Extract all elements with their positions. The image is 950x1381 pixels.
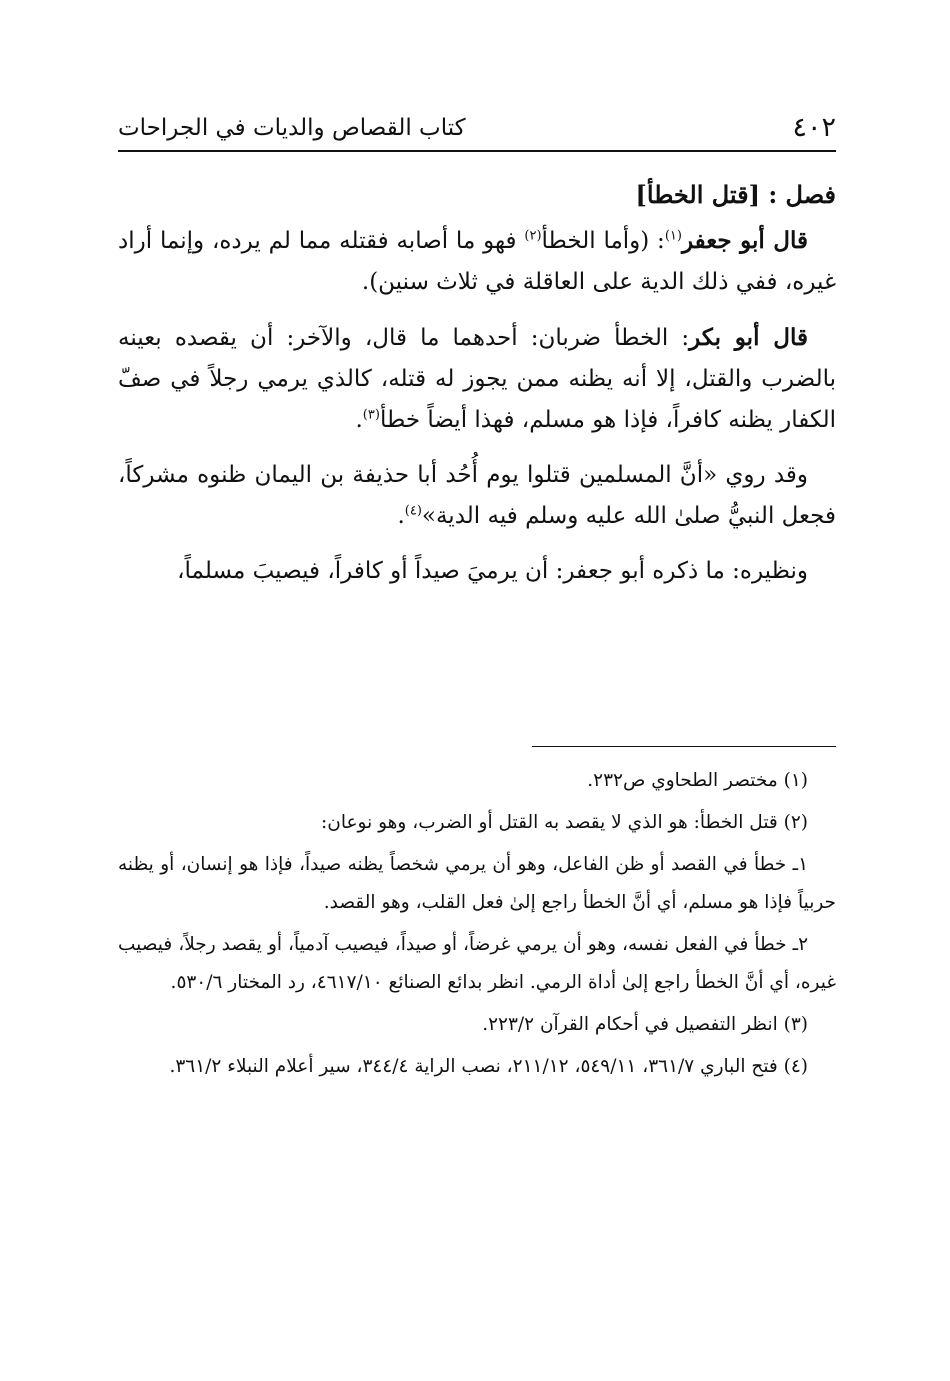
footnote-1: (١) مختصر الطحاوي ص٢٣٢.	[587, 770, 808, 791]
footnote-ref-3[interactable]: (٣)	[362, 407, 380, 423]
paragraph-3	[118, 455, 836, 537]
running-title: كتاب القصاص والديات في الجراحات	[118, 115, 466, 141]
paragraph-4	[118, 551, 836, 592]
footnotes	[118, 762, 836, 1090]
paragraph-1-text-a: : (وأما الخطأ	[541, 228, 665, 254]
paragraph-2	[118, 317, 836, 441]
paragraph-1-text-b: فهو ما أصابه فقتله مما لم يرده، وإنما أراد غيره، ففي ذلك الدية على العاقلة في ثلاث سنين).	[118, 228, 836, 295]
paragraph-3-end: .	[397, 503, 405, 529]
page-number: ٤٠٢	[792, 112, 836, 143]
paragraph-1	[118, 220, 836, 303]
footnote-separator	[532, 746, 836, 747]
footnote-3: (٣) انظر التفصيل في أحكام القرآن ٢٢٣/٢.	[482, 1014, 808, 1035]
footnote-ref-1[interactable]: (١)	[664, 228, 682, 244]
section-heading: فصل : [قتل الخطأ]	[635, 180, 836, 209]
footnote-ref-2[interactable]: (٢)	[524, 228, 542, 244]
paragraph-2-end: .	[355, 407, 363, 433]
footnote-ref-4[interactable]: (٤)	[404, 503, 422, 519]
paragraph-4-text: ونظيره: ما ذكره أبو جعفر: أن يرميَ صيداً أو كافراً، فيصيبَ مسلماً،	[177, 558, 808, 584]
page-header	[118, 108, 836, 152]
paragraph-3-text: وقد روي «أنَّ المسلمين قتلوا يوم أُحُد أبا حذيفة بن اليمان ظنوه مشركاً، فجعل النبيُّ صلىٰ الله عليه وسلم فيه الدية»	[118, 462, 836, 529]
main-text	[118, 170, 836, 606]
paragraph-1-lead: قال أبو جعفر	[681, 227, 808, 254]
footnote-2-item-2: ٢ـ خطأ في الفعل نفسه، وهو أن يرمي غرضاً، أو صيداً، فيصيب آدمياً، أو يقصد رجلاً، فيصيب غيره، أي أنَّ الخطأ راجع إلىٰ أداة الرمي. انظر بدائع الصنائع ٤٦١٧/١٠، رد المختار ٥٣٠/٦.	[118, 934, 836, 993]
paragraph-2-text: : الخطأ ضربان: أحدهما ما قال، والآخر: أن يقصده بعينه بالضرب والقتل، إلا أنه يظنه ممن يجوز له قتله، كالذي يرمي رجلاً في صفّ الكفار يظنه كافراً، فإذا هو مسلم، فهذا أيضاً خطأ	[118, 325, 836, 433]
footnote-4: (٤) فتح الباري ٣٦١/٧، ٥٤٩/١١، ٢١١/١٢، نصب الراية ٣٤٤/٤، سير أعلام النبلاء ٣٦١/٢.	[169, 1056, 808, 1077]
paragraph-2-lead: قال أبو بكر	[689, 324, 808, 351]
footnote-2-item-1: ١ـ خطأ في القصد أو ظن الفاعل، وهو أن يرمي شخصاً يظنه صيداً، فإذا هو إنسان، أو يظنه حربياً فإذا هو مسلم، أي أنَّ الخطأ راجع إلىٰ فعل القلب، وهو القصد.	[118, 854, 836, 913]
footnote-2: (٢) قتل الخطأ: هو الذي لا يقصد به القتل أو الضرب، وهو نوعان:	[321, 812, 808, 833]
